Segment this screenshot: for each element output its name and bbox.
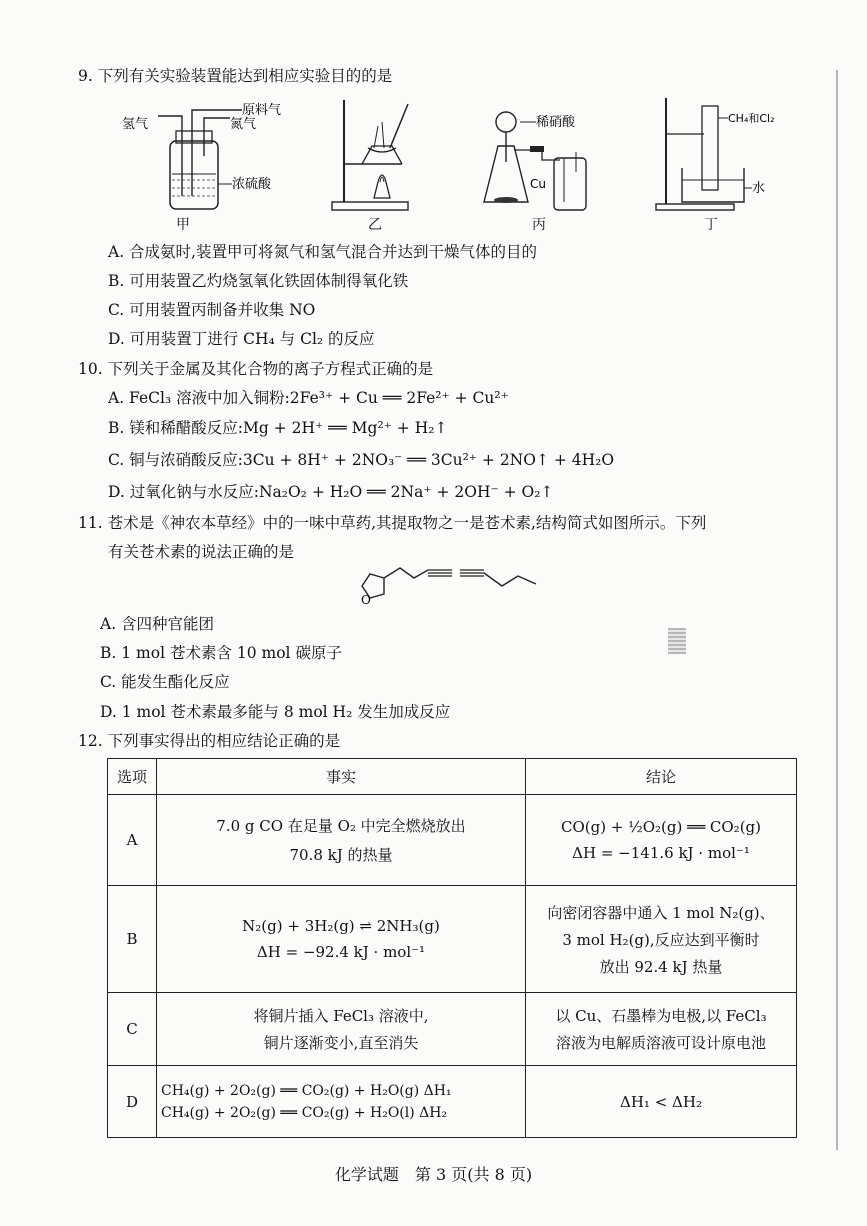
header-option: 选项 — [108, 759, 157, 795]
row-conclusion: ΔH₁ < ΔH₂ — [526, 1066, 797, 1138]
row-option: C — [108, 993, 157, 1066]
right-margin-line — [836, 70, 838, 1150]
conclusion-line: ΔH = −141.6 kJ · mol⁻¹ — [572, 844, 750, 862]
apparatus-yi-figure — [318, 98, 428, 214]
row-conclusion — [526, 795, 797, 886]
apparatus-jia-figure — [118, 96, 283, 216]
table-header-row — [108, 759, 797, 795]
q9-option-c: C. 可用装置丙制备并收集 NO — [108, 301, 316, 319]
q11-option-b: B. 1 mol 苍术素含 10 mol 碳原子 — [100, 644, 342, 662]
label-copper: Cu — [530, 177, 546, 191]
row-conclusion — [526, 993, 797, 1066]
q9-option-d: D. 可用装置丁进行 CH₄ 与 Cl₂ 的反应 — [108, 330, 375, 348]
q10-option-d: D. 过氧化钠与水反应:Na₂O₂ + H₂O ══ 2Na⁺ + 2OH⁻ + O₂↑ — [108, 483, 554, 501]
caption-jia: 甲 — [176, 217, 190, 233]
table-row — [108, 1066, 797, 1138]
row-fact — [157, 886, 526, 993]
q10-option-c: C. 铜与浓硝酸反应:3Cu + 8H⁺ + 2NO₃⁻ ══ 3Cu²⁺ + 2NO↑ + 4H₂O — [108, 451, 615, 469]
label-water: 水 — [752, 181, 766, 196]
q12-stem: 12. 下列事实得出的相应结论正确的是 — [78, 732, 341, 750]
caption-yi: 乙 — [368, 217, 382, 233]
conclusion-line: CO(g) + ½O₂(g) ══ CO₂(g) — [560, 818, 762, 836]
table-row — [108, 993, 797, 1066]
caption-bing: 丙 — [532, 217, 546, 233]
label-dilute-nitric-acid: 稀硝酸 — [536, 115, 576, 130]
row-option: A — [108, 795, 157, 886]
label-conc-sulfuric-acid: 浓硫酸 — [232, 177, 272, 192]
row-conclusion — [526, 886, 797, 993]
fact-line: N₂(g) + 3H₂(g) ⇌ 2NH₃(g) — [242, 917, 440, 935]
label-nitrogen: 氮气 — [230, 117, 257, 132]
conclusion-line: 3 mol H₂(g),反应达到平衡时 — [562, 930, 760, 949]
label-feed-gas: 原料气 — [242, 103, 282, 118]
row-fact — [157, 993, 526, 1066]
apparatus-bing-figure — [480, 102, 600, 214]
q9-option-a: A. 合成氨时,装置甲可将氮气和氢气混合并达到干燥气体的目的 — [108, 243, 537, 261]
label-hydrogen: 氢气 — [122, 117, 149, 132]
header-conclusion: 结论 — [526, 759, 797, 795]
fact-line: 铜片逐渐变小,直至消失 — [263, 1034, 419, 1052]
fact-line: ΔH = −92.4 kJ · mol⁻¹ — [256, 943, 426, 961]
q11-option-a: A. 含四种官能团 — [100, 615, 215, 633]
conclusion-line: 向密闭容器中通入 1 mol N₂(g)、 — [547, 903, 775, 922]
fact-line: CH₄(g) + 2O₂(g) ══ CO₂(g) + H₂O(g) ΔH₁ — [161, 1082, 452, 1099]
fact-line: CH₄(g) + 2O₂(g) ══ CO₂(g) + H₂O(l) ΔH₂ — [161, 1104, 448, 1121]
q12-table — [107, 758, 797, 1138]
q10-option-a: A. FeCl₃ 溶液中加入铜粉:2Fe³⁺ + Cu ══ 2Fe²⁺ + Cu²⁺ — [108, 389, 509, 407]
row-option: B — [108, 886, 157, 993]
table-row — [108, 795, 797, 886]
q9-stem: 9. 下列有关实验装置能达到相应实验目的的是 — [78, 67, 393, 85]
conclusion-line: 放出 92.4 kJ 热量 — [599, 957, 723, 976]
label-methane-chlorine: CH₄和Cl₂ — [728, 112, 775, 125]
q10-option-b: B. 镁和稀醋酸反应:Mg + 2H⁺ ══ Mg²⁺ + H₂↑ — [108, 419, 448, 437]
row-fact — [157, 1066, 526, 1138]
apparatus-ding-figure — [652, 96, 792, 214]
q11-stem-line2: 有关苍术素的说法正确的是 — [108, 543, 295, 561]
fact-line: 7.0 g CO 在足量 O₂ 中完全燃烧放出 — [216, 817, 466, 835]
q9-option-b: B. 可用装置乙灼烧氢氧化铁固体制得氧化铁 — [108, 272, 409, 290]
fact-line: 70.8 kJ 的热量 — [289, 846, 393, 864]
conclusion-line: 溶液为电解质溶液可设计原电池 — [555, 1034, 766, 1052]
caption-ding: 丁 — [704, 217, 718, 233]
q11-option-d: D. 1 mol 苍术素最多能与 8 mol H₂ 发生加成反应 — [100, 703, 451, 721]
page-footer: 化学试题 第 3 页(共 8 页) — [334, 1165, 533, 1184]
conclusion-line: 以 Cu、石墨棒为电极,以 FeCl₃ — [555, 1007, 767, 1025]
scan-mark — [668, 628, 686, 654]
row-fact — [157, 795, 526, 886]
table-row — [108, 886, 797, 993]
q11-option-c: C. 能发生酯化反应 — [100, 673, 230, 691]
q10-stem: 10. 下列关于金属及其化合物的离子方程式正确的是 — [78, 360, 434, 378]
atractylodin-structure — [352, 560, 552, 610]
q11-stem-line1: 11. 苍术是《神农本草经》中的一味中草药,其提取物之一是苍术素,结构简式如图所示。下列 — [78, 514, 707, 532]
row-option: D — [108, 1066, 157, 1138]
fact-line: 将铜片插入 FeCl₃ 溶液中, — [253, 1007, 429, 1025]
furan-oxygen-atom: O — [361, 593, 371, 607]
header-fact: 事实 — [157, 759, 526, 795]
